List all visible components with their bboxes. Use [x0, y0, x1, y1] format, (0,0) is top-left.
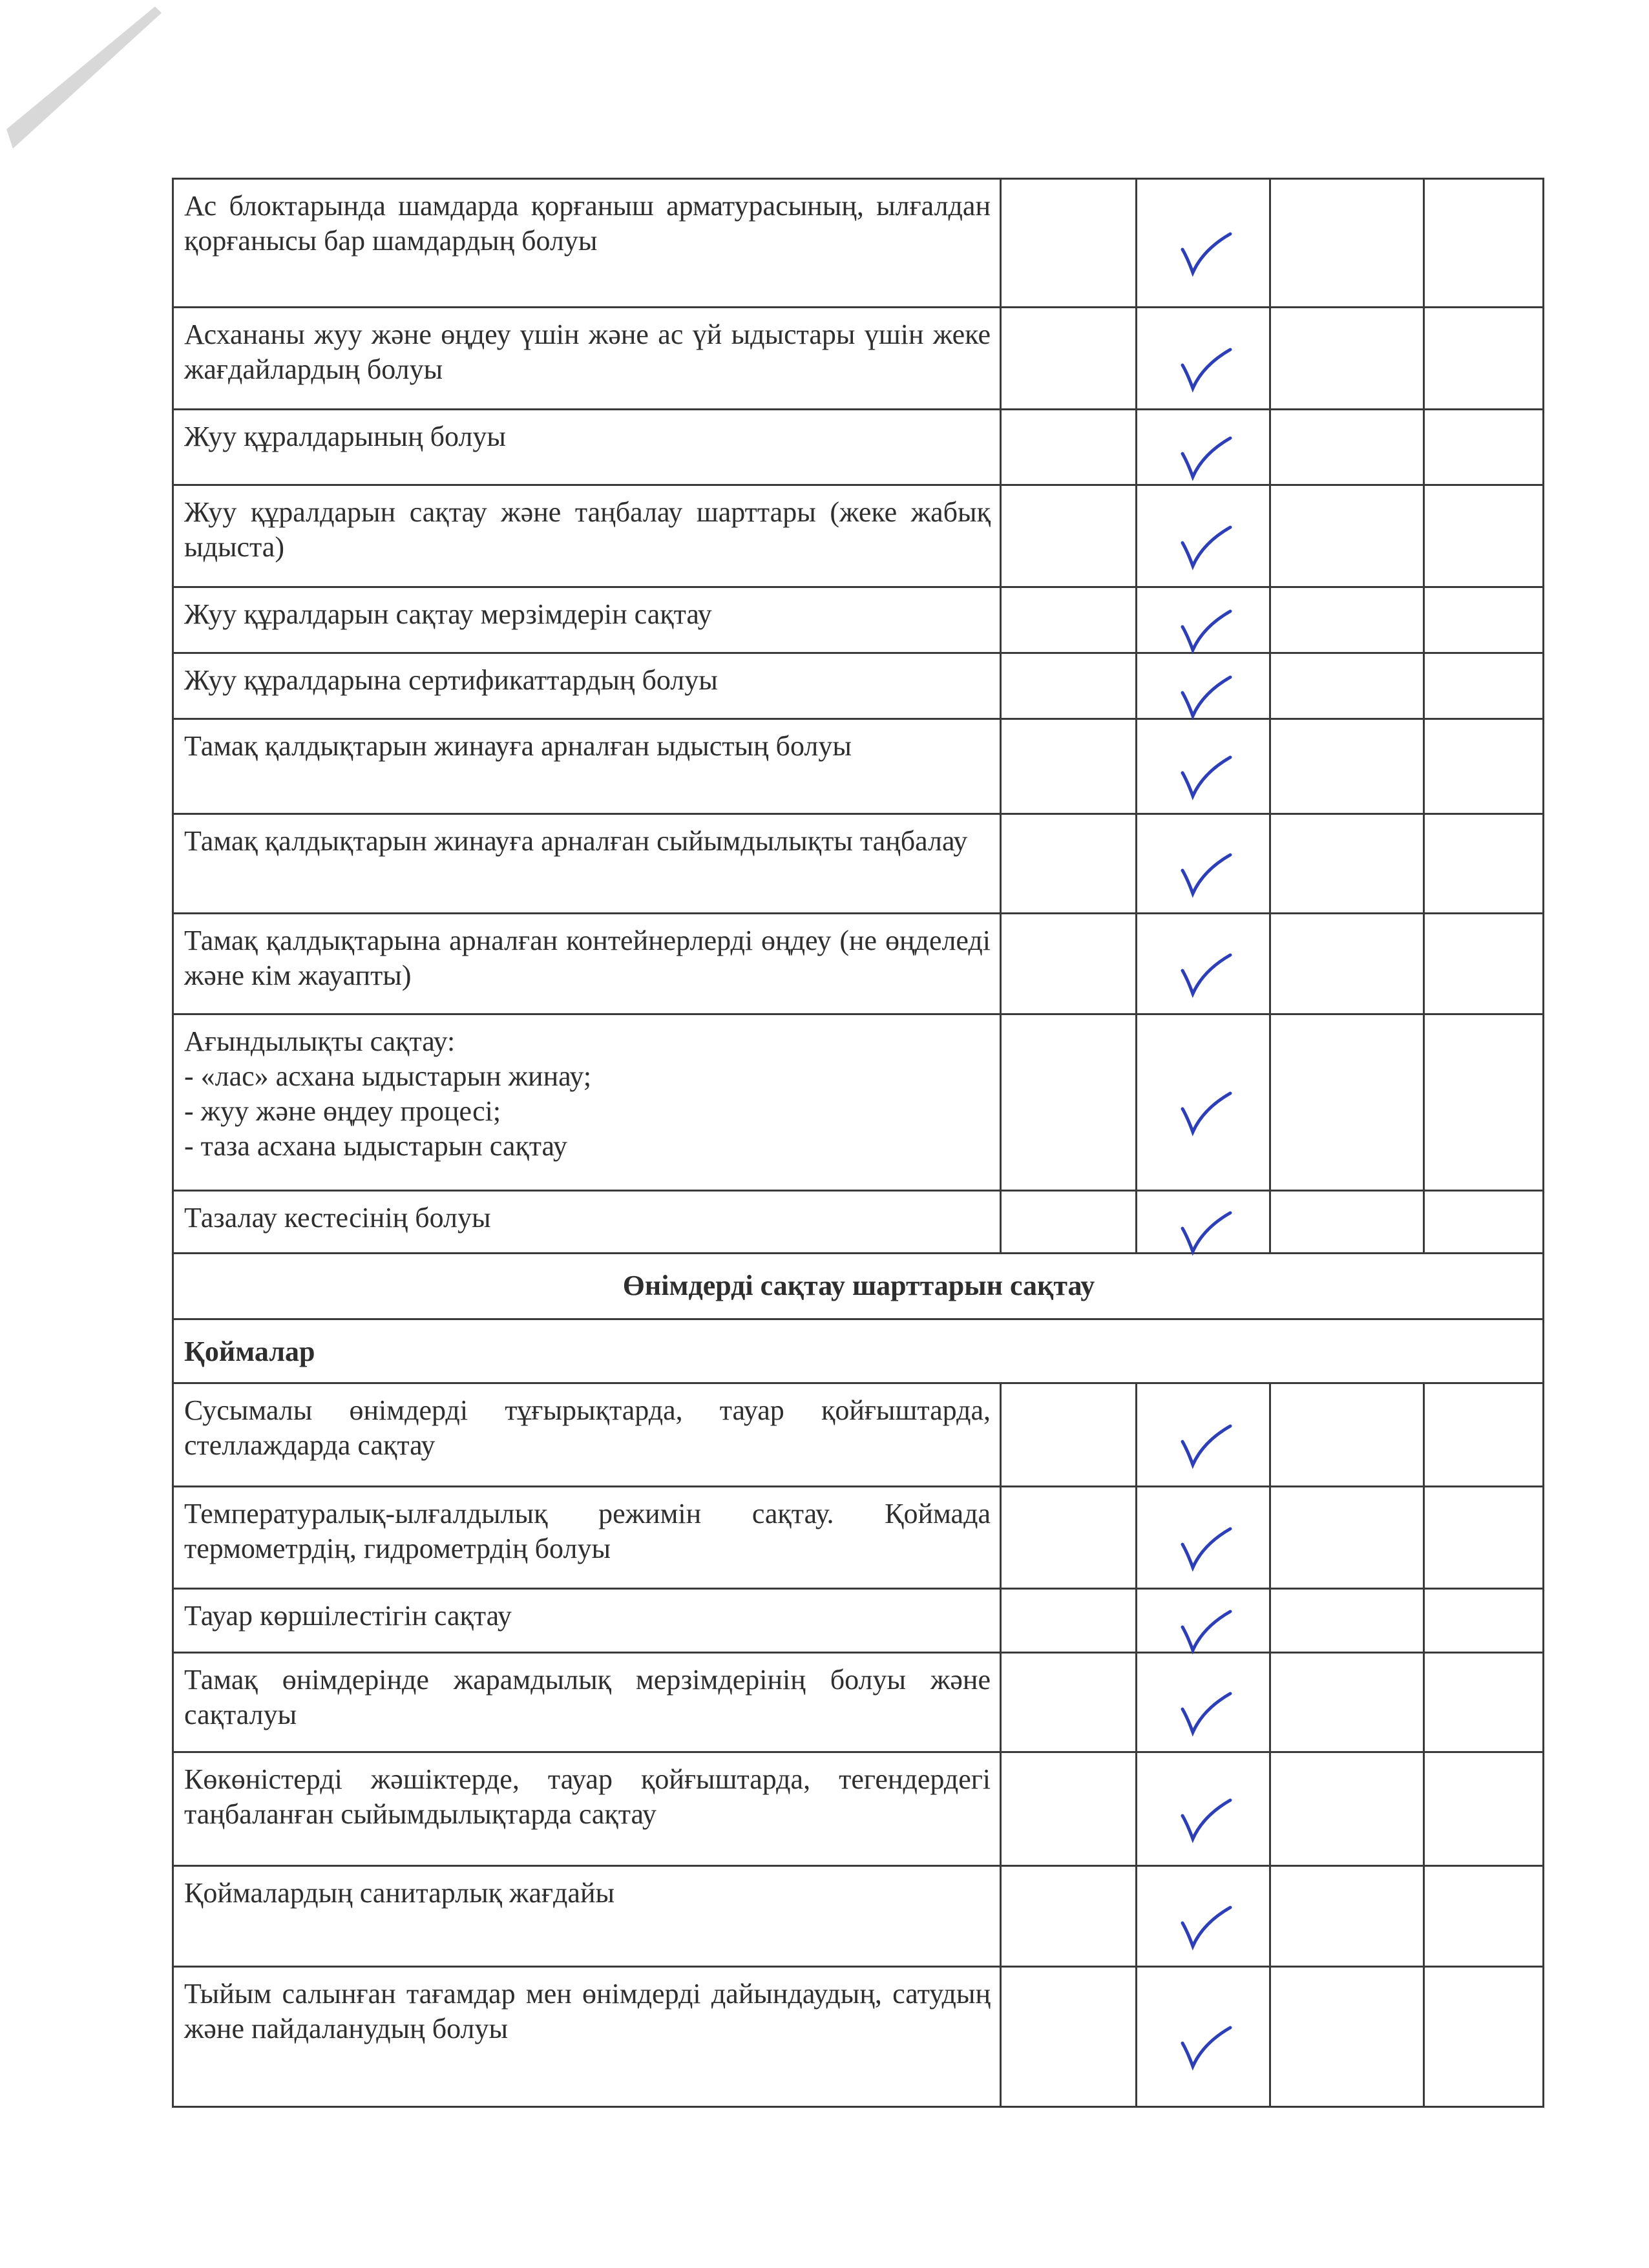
- mark-cell-col2[interactable]: [1137, 1752, 1270, 1866]
- mark-cell-col2[interactable]: [1137, 1014, 1270, 1191]
- table-row: [173, 1589, 1544, 1653]
- mark-cell-col2[interactable]: [1137, 1487, 1270, 1589]
- mark-cell-col2[interactable]: [1137, 653, 1270, 719]
- table-row: [173, 1967, 1544, 2107]
- mark-cell-col1[interactable]: [1001, 1487, 1137, 1589]
- mark-cell-col2[interactable]: [1137, 1589, 1270, 1653]
- mark-cell-col4[interactable]: [1424, 814, 1544, 914]
- table-row: [173, 485, 1544, 587]
- mark-cell-col3[interactable]: [1270, 1014, 1424, 1191]
- criterion-text: Жуу құралдарына сертификаттардың болуы: [173, 653, 1001, 719]
- mark-cell-col3[interactable]: [1270, 1967, 1424, 2107]
- mark-cell-col2[interactable]: [1137, 1866, 1270, 1967]
- mark-cell-col3[interactable]: [1270, 179, 1424, 308]
- mark-cell-col4[interactable]: [1424, 1752, 1544, 1866]
- criterion-text: Тамақ қалдықтарына арналған контейнерлерді өңдеу (не өңделеді және кім жауапты): [173, 914, 1001, 1014]
- table-row: [173, 1383, 1544, 1487]
- table-row: [173, 653, 1544, 719]
- criterion-text: Қоймалардың санитарлық жағдайы: [173, 1866, 1001, 1967]
- subsection-header-row: [173, 1319, 1544, 1383]
- table-row: [173, 1191, 1544, 1254]
- checkmark-icon: [1177, 951, 1235, 1003]
- mark-cell-col3[interactable]: [1270, 1866, 1424, 1967]
- mark-cell-col2[interactable]: [1137, 814, 1270, 914]
- criterion-text: Ас блоктарында шамдарда қорғаныш арматурасының, ылғалдан қорғанысы бар шамдардың болуы: [173, 179, 1001, 308]
- table-row: [173, 308, 1544, 410]
- criterion-text: Жуу құралдарын сақтау мерзімдерін сақтау: [173, 587, 1001, 653]
- mark-cell-col4[interactable]: [1424, 914, 1544, 1014]
- table-row: [173, 719, 1544, 814]
- mark-cell-col4[interactable]: [1424, 719, 1544, 814]
- mark-cell-col2[interactable]: [1137, 914, 1270, 1014]
- checkmark-icon: [1177, 1525, 1235, 1577]
- criterion-text: Жуу құралдарын сақтау және таңбалау шарттары (жеке жабық ыдыста): [173, 485, 1001, 587]
- mark-cell-col4[interactable]: [1424, 308, 1544, 410]
- mark-cell-col4[interactable]: [1424, 1866, 1544, 1967]
- checkmark-icon: [1177, 346, 1235, 397]
- criterion-text: Көкөністерді жәшіктерде, тауар қойғыштарда, тегендердегі таңбаланған сыйымдылықтарда сақтау: [173, 1752, 1001, 1866]
- mark-cell-col4[interactable]: [1424, 1383, 1544, 1487]
- subsection-title: Қоймалар: [173, 1319, 1544, 1383]
- criterion-text: Тазалау кестесінің болуы: [173, 1191, 1001, 1254]
- checkmark-icon: [1177, 753, 1235, 805]
- mark-cell-col1[interactable]: [1001, 1967, 1137, 2107]
- mark-cell-col3[interactable]: [1270, 1752, 1424, 1866]
- mark-cell-col1[interactable]: [1001, 1752, 1137, 1866]
- scan-corner-shadow: [0, 0, 168, 155]
- checkmark-icon: [1177, 2024, 1235, 2075]
- mark-cell-col4[interactable]: [1424, 1487, 1544, 1589]
- checkmark-icon: [1177, 1690, 1235, 1741]
- mark-cell-col4[interactable]: [1424, 587, 1544, 653]
- mark-cell-col2[interactable]: [1137, 587, 1270, 653]
- checkmark-icon: [1177, 851, 1235, 903]
- mark-cell-col3[interactable]: [1270, 410, 1424, 485]
- checkmark-icon: [1177, 1608, 1235, 1659]
- mark-cell-col1[interactable]: [1001, 485, 1137, 587]
- table-row: [173, 1752, 1544, 1866]
- mark-cell-col4[interactable]: [1424, 179, 1544, 308]
- mark-cell-col4[interactable]: [1424, 410, 1544, 485]
- criterion-text: Тамақ қалдықтарын жинауға арналған ыдыстың болуы: [173, 719, 1001, 814]
- criterion-text: Тыйым салынған тағамдар мен өнімдерді дайындаудың, сатудың және пайдаланудың болуы: [173, 1967, 1001, 2107]
- checkmark-icon: [1177, 1904, 1235, 1955]
- table-row: [173, 587, 1544, 653]
- checkmark-icon: [1177, 230, 1235, 282]
- mark-cell-col2[interactable]: [1137, 308, 1270, 410]
- mark-cell-col1[interactable]: [1001, 1383, 1137, 1487]
- mark-cell-col4[interactable]: [1424, 653, 1544, 719]
- section-title: Өнімдерді сақтау шарттарын сақтау: [173, 1254, 1544, 1319]
- section-header-row: [173, 1254, 1544, 1319]
- mark-cell-col3[interactable]: [1270, 308, 1424, 410]
- checkmark-icon: [1177, 607, 1235, 659]
- mark-cell-col2[interactable]: [1137, 719, 1270, 814]
- table-row: [173, 1014, 1544, 1191]
- criterion-text: Температуралық-ылғалдылық режимін сақтау. Қоймада термометрдің, гидрометрдің болуы: [173, 1487, 1001, 1589]
- mark-cell-col1[interactable]: [1001, 914, 1137, 1014]
- table-row: [173, 814, 1544, 914]
- checkmark-icon: [1177, 673, 1235, 725]
- mark-cell-col1[interactable]: [1001, 410, 1137, 485]
- mark-cell-col2[interactable]: [1137, 485, 1270, 587]
- mark-cell-col1[interactable]: [1001, 1014, 1137, 1191]
- criterion-text: Жуу құралдарының болуы: [173, 410, 1001, 485]
- mark-cell-col1[interactable]: [1001, 1191, 1137, 1254]
- criterion-text: Асхананы жуу және өңдеу үшін және ас үй ыдыстары үшін жеке жағдайлардың болуы: [173, 308, 1001, 410]
- mark-cell-col3[interactable]: [1270, 653, 1424, 719]
- criterion-text: Тамақ өнімдерінде жарамдылық мерзімдерінің болуы және сақталуы: [173, 1653, 1001, 1752]
- mark-cell-col3[interactable]: [1270, 587, 1424, 653]
- criterion-text: Сусымалы өнімдерді тұғырықтарда, тауар қойғыштарда, стеллаждарда сақтау: [173, 1383, 1001, 1487]
- mark-cell-col2[interactable]: [1137, 1383, 1270, 1487]
- mark-cell-col3[interactable]: [1270, 1487, 1424, 1589]
- mark-cell-col3[interactable]: [1270, 1589, 1424, 1653]
- mark-cell-col1[interactable]: [1001, 1866, 1137, 1967]
- mark-cell-col4[interactable]: [1424, 485, 1544, 587]
- table-row: [173, 410, 1544, 485]
- mark-cell-col3[interactable]: [1270, 1653, 1424, 1752]
- checkmark-icon: [1177, 1796, 1235, 1848]
- mark-cell-col1[interactable]: [1001, 814, 1137, 914]
- mark-cell-col2[interactable]: [1137, 410, 1270, 485]
- table-row: [173, 914, 1544, 1014]
- mark-cell-col3[interactable]: [1270, 1191, 1424, 1254]
- checkmark-icon: [1177, 1209, 1235, 1261]
- criterion-text: Ағындылықты сақтау: - «лас» асхана ыдыстарын жинау; - жуу және өңдеу процесі; - таза асхана ыдыстарын сақтау: [173, 1014, 1001, 1191]
- mark-cell-col1[interactable]: [1001, 1589, 1137, 1653]
- mark-cell-col2[interactable]: [1137, 1653, 1270, 1752]
- mark-cell-col4[interactable]: [1424, 1653, 1544, 1752]
- mark-cell-col3[interactable]: [1270, 485, 1424, 587]
- table-row: [173, 1653, 1544, 1752]
- mark-cell-col3[interactable]: [1270, 814, 1424, 914]
- mark-cell-col1[interactable]: [1001, 719, 1137, 814]
- mark-cell-col2[interactable]: [1137, 1967, 1270, 2107]
- checkmark-icon: [1177, 523, 1235, 575]
- checklist-table: [172, 178, 1544, 2108]
- mark-cell-col1[interactable]: [1001, 179, 1137, 308]
- mark-cell-col4[interactable]: [1424, 1014, 1544, 1191]
- checkmark-icon: [1177, 1089, 1235, 1141]
- mark-cell-col2[interactable]: [1137, 1191, 1270, 1254]
- mark-cell-col4[interactable]: [1424, 1967, 1544, 2107]
- criterion-text: Тамақ қалдықтарын жинауға арналған сыйымдылықты таңбалау: [173, 814, 1001, 914]
- mark-cell-col1[interactable]: [1001, 653, 1137, 719]
- table-row: [173, 1866, 1544, 1967]
- mark-cell-col4[interactable]: [1424, 1191, 1544, 1254]
- checkmark-icon: [1177, 434, 1235, 486]
- mark-cell-col2[interactable]: [1137, 179, 1270, 308]
- mark-cell-col1[interactable]: [1001, 1653, 1137, 1752]
- mark-cell-col4[interactable]: [1424, 1589, 1544, 1653]
- mark-cell-col1[interactable]: [1001, 308, 1137, 410]
- mark-cell-col3[interactable]: [1270, 914, 1424, 1014]
- mark-cell-col3[interactable]: [1270, 719, 1424, 814]
- table-row: [173, 1487, 1544, 1589]
- mark-cell-col1[interactable]: [1001, 587, 1137, 653]
- table-row: [173, 179, 1544, 308]
- mark-cell-col3[interactable]: [1270, 1383, 1424, 1487]
- criterion-text: Тауар көршілестігін сақтау: [173, 1589, 1001, 1653]
- checkmark-icon: [1177, 1422, 1235, 1474]
